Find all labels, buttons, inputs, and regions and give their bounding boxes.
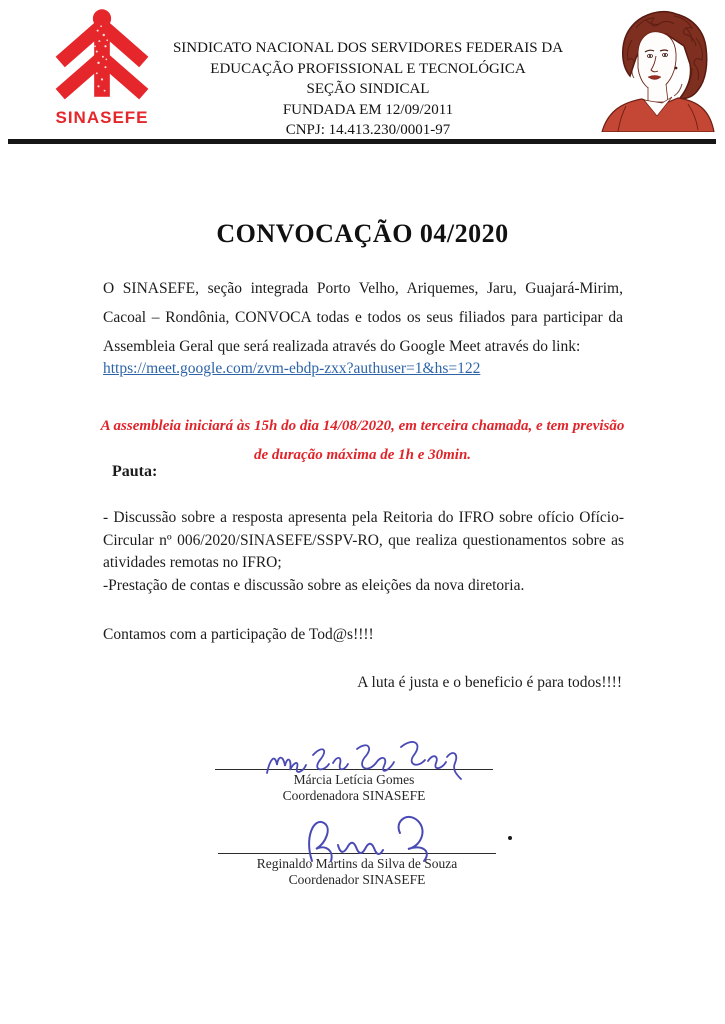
agenda-label: Pauta: (112, 463, 158, 480)
org-line: SINDICATO NACIONAL DOS SERVIDORES FEDERAIS DA (172, 40, 564, 56)
signature-block-2 (218, 853, 496, 888)
notice-line: A assembleia iniciará às 15h do dia 14/08/2020, em terceira chamada, e tem previsão (100, 418, 625, 434)
handwritten-signature-icon (263, 739, 463, 783)
handwritten-signature-icon (296, 811, 446, 867)
page-title: CONVOCAÇÃO 04/2020 (216, 219, 509, 248)
signer-name: Reginaldo Martins da Silva de Souza (256, 856, 458, 871)
signer-role: Coordenador SINASEFE (288, 872, 426, 887)
ink-dot (508, 836, 512, 840)
signer-role: Coordenadora SINASEFE (282, 788, 426, 803)
google-meet-link[interactable]: https://meet.google.com/zvm-ebdp-zxx?authuser=1&hs=122 (103, 360, 481, 377)
org-line: SEÇÃO SINDICAL (306, 81, 430, 97)
participation-line: Contamos com a participação de Tod@s!!!! (103, 626, 374, 643)
signer-name: Márcia Letícia Gomes (293, 772, 415, 787)
woman-portrait-illustration (596, 6, 718, 137)
org-header-text (168, 38, 568, 141)
sinasefe-figure-icon (46, 8, 158, 102)
notice-line: de duração máxima de 1h e 30min. (253, 447, 472, 463)
logo-wordmark: SINASEFE (55, 108, 149, 127)
agenda-list (103, 507, 624, 597)
org-line: EDUCAÇÃO PROFISSIONAL E TECNOLÓGICA (210, 60, 526, 77)
org-line: CNPJ: 14.413.230/0001-97 (285, 122, 451, 138)
assembly-notice (88, 412, 637, 470)
woman-portrait-icon (596, 6, 718, 132)
intro-paragraph: O SINASEFE, seção integrada Porto Velho, Ariquemes, Jaru, Guajará-Mirim, Cacoal – Rondônia, CONVOCA todas e todos os seus filiados para participar da Assembleia Geral que será realizada através do Google Meet através do link: (103, 279, 623, 355)
slogan-line: A luta é justa e o beneficio é para todos!!!! (357, 674, 622, 691)
agenda-item: - Discussão sobre a resposta apresenta pela Reitoria do IFRO sobre ofício Ofício-Circular nº 006/2020/SINASEFE/SSPV-RO, que realiza questionamentos sobre as atividades remotas no IFRO; (103, 509, 624, 571)
org-line: FUNDADA EM 12/09/2011 (282, 101, 454, 118)
agenda-item: -Prestação de contas e discussão sobre as eleições da nova diretoria. (103, 576, 525, 594)
sinasefe-logo (42, 8, 162, 128)
header-divider (8, 139, 716, 144)
meeting-link-row (103, 360, 480, 378)
signature-block-1 (215, 769, 493, 804)
